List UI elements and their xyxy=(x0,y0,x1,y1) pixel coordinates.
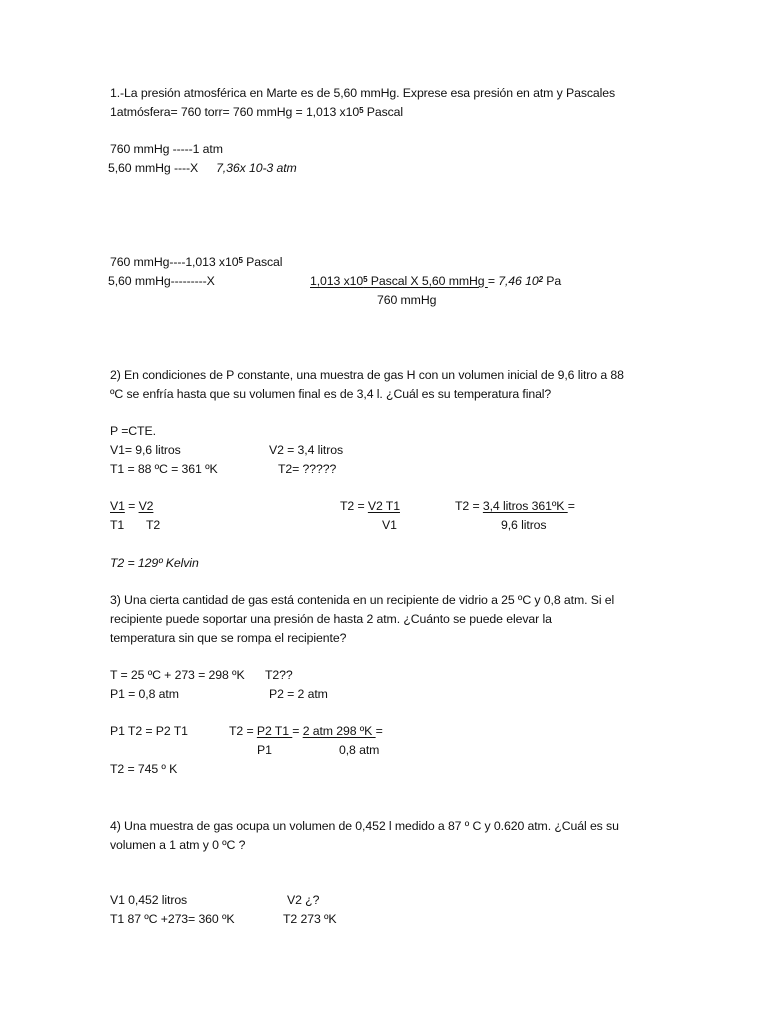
charles-law-denominator-1: T1 xyxy=(110,518,125,532)
volume-2-p4: V2 ¿? xyxy=(287,893,320,907)
problem-3-title-line-1: 3) Una cierta cantidad de gas está contenida en un recipiente de vidrio a 25 ºC y 0,8 atm. Si el xyxy=(110,593,615,607)
t2-formula-3-denominator-value: 0,8 atm xyxy=(339,743,380,757)
t2-formula-denominator: V1 xyxy=(382,518,397,532)
pressure-constant: P =CTE. xyxy=(110,424,156,438)
problem-1-title: 1.-La presión atmosférica en Marte es de 5,60 mmHg. Exprese esa presión en atm y Pascales xyxy=(110,86,616,100)
problem-2-answer: T2 = 129º Kelvin xyxy=(110,556,199,570)
rule-line-3: 760 mmHg----1,013 $x10^5$ Pascal xyxy=(110,255,283,269)
conversion-equivalence: 1atmósfera= 760 torr= 760 mmHg = 1,013 $x10^5$ Pascal xyxy=(110,105,404,119)
t2-substitution-denominator: 9,6 litros xyxy=(501,518,547,532)
problem-3-result: T2 = 745 º K xyxy=(110,762,178,776)
temperature-initial: T = 25 ºC + 273 = 298 ºK xyxy=(110,668,245,682)
t2-substitution: T2 = 3,4 litros 361ºK = xyxy=(455,499,575,513)
gay-lussac-relation: P1 T2 = P2 T1 xyxy=(110,724,188,738)
temperature-2-p4: T2 273 ºK xyxy=(283,912,337,926)
t2-formula-3: T2 = P2 T1 = 2 atm 298 ºK = xyxy=(229,724,383,738)
fraction-numerator: 1,013 $x10^5$ Pascal X 5,60 mmHg = 7,46 $10^2$ Pa xyxy=(310,274,562,288)
answer-atm: 7,36x 10-3 atm xyxy=(216,161,297,175)
rule-line-2: 5,60 mmHg ----X 7,36x 10-3 atm xyxy=(108,161,297,175)
t2-formula: T2 = V2 T1 xyxy=(340,499,400,513)
volume-1-p4: V1 0,452 litros xyxy=(110,893,188,907)
volume-2: V2 = 3,4 litros xyxy=(269,443,344,457)
problem-4-title-line-1: 4) Una muestra de gas ocupa un volumen de 0,452 l medido a 87 º C y 0.620 atm. ¿Cuál es su xyxy=(110,819,619,833)
t2-formula-3-denominator: P1 xyxy=(257,743,272,757)
charles-law-numerator: V1 = V2 xyxy=(110,499,154,513)
problem-2-title-line-1: 2) En condiciones de P constante, una muestra de gas H con un volumen inicial de 9,6 litro a 88 xyxy=(110,368,624,382)
problem-2-title-line-2: ºC se enfría hasta que su volumen final es de 3,4 l. ¿Cuál es su temperatura final? xyxy=(110,387,552,401)
rule-line-1: 760 mmHg -----1 atm xyxy=(110,142,223,156)
temperature-1-p4: T1 87 ºC +273= 360 ºK xyxy=(110,912,235,926)
problem-3-title-line-3: temperatura sin que se rompa el recipiente? xyxy=(110,631,347,645)
pressure-1: P1 = 0,8 atm xyxy=(110,687,179,701)
fraction-denominator: 760 mmHg xyxy=(377,293,437,307)
problem-3-title-line-2: recipiente puede soportar una presión de hasta 2 atm. ¿Cuánto se puede elevar la xyxy=(110,612,552,626)
problem-4-title-line-2: volumen a 1 atm y 0 ºC ? xyxy=(110,838,246,852)
rule-line-4: 5,60 mmHg---------X xyxy=(108,274,215,288)
temperature-final-unknown: T2?? xyxy=(265,668,293,682)
temperature-1: T1 = 88 ºC = 361 ºK xyxy=(110,462,218,476)
temperature-2: T2= ????? xyxy=(278,462,337,476)
pressure-2: P2 = 2 atm xyxy=(269,687,328,701)
charles-law-denominator-2: T2 xyxy=(146,518,161,532)
volume-1: V1= 9,6 litros xyxy=(110,443,181,457)
answer-pascal: 7,46 10 xyxy=(498,274,539,288)
